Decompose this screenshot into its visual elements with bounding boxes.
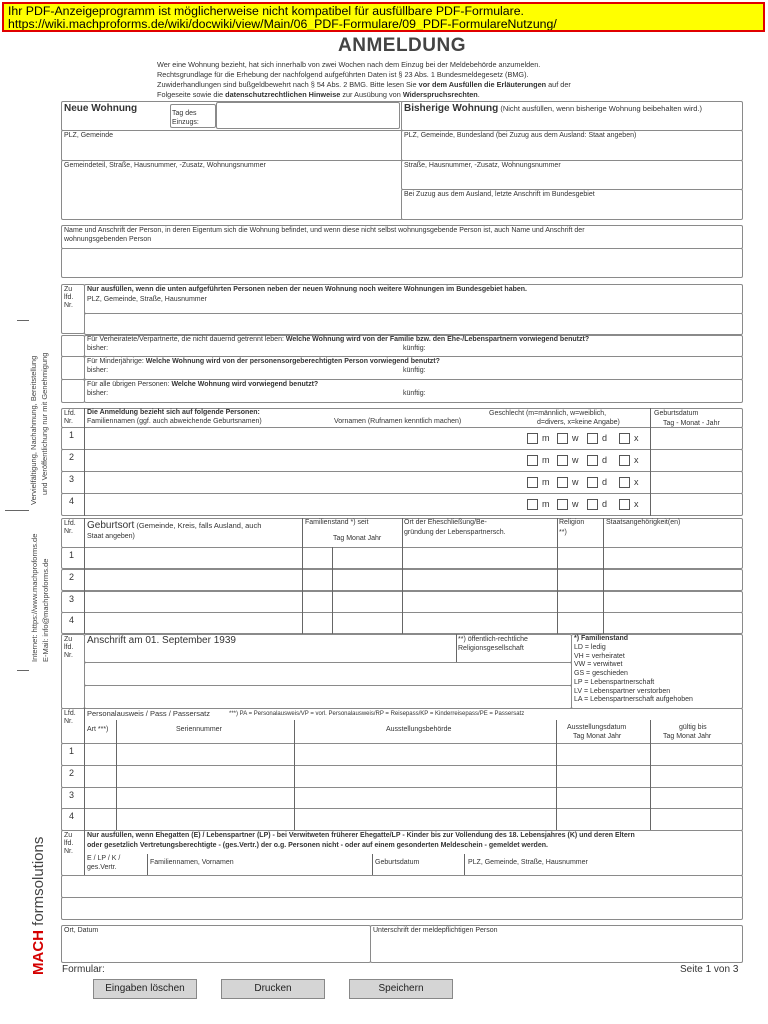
geschlecht-option-label: d <box>602 455 608 465</box>
ort-ehe-header-1: Ort der Eheschließung/Be- <box>404 519 487 526</box>
geschlecht-checkbox[interactable] <box>587 455 598 466</box>
weitere-wohnung-head: Nur ausfüllen, wenn die unten aufgeführten Personen neben der neuen Wohnung noch weitere Wohnungen im Bundesgebiet haben. <box>87 286 527 293</box>
familienstand-legend-item: VH = verheiratet <box>574 652 625 660</box>
personen-head: Die Anmeldung bezieht sich auf folgende Personen: <box>87 409 260 416</box>
col-line <box>556 765 557 788</box>
geburtsort-row-number: 3 <box>69 594 75 604</box>
geschlecht-checkbox[interactable] <box>557 455 568 466</box>
col-line <box>294 787 295 810</box>
familienstand-legend-item: LA = Lebenspartnerschaft aufgehoben <box>574 696 693 704</box>
brand-logo: MACH formsolutions <box>30 836 47 975</box>
sidebar-copyright-1: Vervielfältigung, Nachahmung, Bereitstellung <box>29 355 38 505</box>
lfd-label: Lfd. <box>64 410 76 417</box>
nr-label: Nr. <box>64 652 73 659</box>
geschlecht-checkbox[interactable] <box>557 499 568 510</box>
unterschrift-label: Unterschrift der meldepflichtigen Person <box>373 927 498 934</box>
col-line <box>556 808 557 831</box>
uebrig-kuenftig-label: künftig: <box>403 390 426 397</box>
weitere-wohnung-sub: PLZ, Gemeinde, Straße, Hausnummer <box>87 296 207 303</box>
geschlecht-option-label: x <box>634 499 639 509</box>
ges-vertr-header: ges.Vertr. <box>87 864 117 871</box>
col-line <box>84 449 85 472</box>
col-line <box>84 808 85 831</box>
col-line <box>650 427 651 450</box>
col-line <box>556 787 557 810</box>
anschrift-1939-row-2[interactable] <box>84 662 572 686</box>
familienstand-legend-head: *) Familienstand <box>574 635 629 642</box>
art-header: Art ***) <box>87 726 109 733</box>
col-line <box>557 591 558 613</box>
ausstellungsdatum-header: Ausstellungsdatum <box>567 724 627 731</box>
geschlecht-checkbox[interactable] <box>587 433 598 444</box>
familienstand-legend-item: GS = geschieden <box>574 670 628 678</box>
ausweis-row[interactable] <box>61 808 743 831</box>
zu-label: Zu <box>64 832 73 839</box>
geschlecht-option-label: m <box>542 455 550 465</box>
neue-plz-gemeinde-label: PLZ, Gemeinde <box>64 132 114 139</box>
e-lp-k-header: E / LP / K / <box>87 855 121 862</box>
col-line <box>557 612 558 634</box>
neue-wohnung-label: Neue Wohnung <box>64 103 138 114</box>
ausweis-row[interactable] <box>61 743 743 766</box>
lfd-label: lfd. <box>64 840 74 847</box>
geburtsort-label: Geburtsort (Gemeinde, Kreis, falls Ausland, auch <box>87 520 262 531</box>
verh-kuenftig-label: künftig: <box>403 345 426 352</box>
vornamen-header: Vornamen (Rufnamen kenntlich machen) <box>334 418 462 425</box>
col-line <box>302 547 303 569</box>
col-line <box>294 720 295 744</box>
uebrig-bisher-label: bisher: <box>87 390 109 397</box>
warning-line-1: Ihr PDF-Anzeigeprogramm ist möglicherweise nicht kompatibel für ausfüllbare PDF-Formulare. <box>8 4 524 18</box>
ausweis-row[interactable] <box>61 765 743 788</box>
person-row-number: 4 <box>69 496 75 506</box>
col-line <box>302 612 303 634</box>
ort-ehe-header-2: gründung der Lebenspartnersch. <box>404 529 506 536</box>
sidebar-divider <box>17 320 29 321</box>
familienstand-legend-item: LD = ledig <box>574 644 606 651</box>
geschlecht-option-label: w <box>572 433 579 443</box>
person-row-number: 1 <box>69 430 75 440</box>
bisherige-wohnung-label: Bisherige Wohnung (Nicht ausfüllen, wenn bisherige Wohnung beibehalten wird.) <box>404 103 702 114</box>
einzugsdatum-field[interactable] <box>216 102 400 129</box>
col-line <box>84 518 85 548</box>
col-line <box>556 720 557 744</box>
uebrig-nr-cell[interactable] <box>61 379 85 403</box>
ausweis-head: Personalausweis / Pass / Passersatz <box>87 709 210 718</box>
anschrift-1939-row-3[interactable] <box>84 685 572 709</box>
geschlecht-option-label: m <box>542 477 550 487</box>
col-line <box>84 569 85 591</box>
col-line <box>84 612 85 634</box>
geschlecht-checkbox[interactable] <box>619 499 630 510</box>
col-line <box>402 547 403 569</box>
geschlecht-checkbox[interactable] <box>619 455 630 466</box>
geschlecht-checkbox[interactable] <box>619 477 630 488</box>
col-line <box>650 808 651 831</box>
angehoerige-row-2[interactable] <box>61 897 743 920</box>
religion-note: **) <box>559 529 567 536</box>
angehoerige-head-2: oder gesetzlich Vertretungsberechtigte - (ges.Vertr.) der o.g. Personen nicht - oder auf einem gesonderten Meldeschein - gemeldet werden. <box>87 842 548 849</box>
col-line <box>557 547 558 569</box>
familienstand-header: Familienstand *) seit <box>305 519 369 526</box>
person-row-number: 3 <box>69 474 75 484</box>
col-line <box>456 634 457 663</box>
col-line <box>603 518 604 548</box>
col-line <box>294 808 295 831</box>
col-line <box>84 743 85 766</box>
ausweis-row-number: 2 <box>69 768 75 778</box>
eigentuemer-label-1: Name und Anschrift der Person, in deren Eigentum sich die Wohnung befindet, und wenn diese nicht selbst wohnungsgebende Person ist, auch Name und Anschrift der <box>64 227 585 234</box>
ausweis-note: ***) PA = Personalausweis/VP = vorl. Personalausweis/RP = Reisepass/KP = Kinderreisepass/PE = Passersatz <box>229 711 525 717</box>
geschlecht-header-1: Geschlecht (m=männlich, w=weiblich, <box>489 410 607 417</box>
col-line <box>84 591 85 613</box>
zu-label: Zu <box>64 286 73 293</box>
geschlecht-option-label: x <box>634 455 639 465</box>
neue-strasse-label: Gemeindeteil, Straße, Hausnummer, -Zusatz, Wohnungsnummer <box>64 162 266 169</box>
tag-des-label: Tag des <box>172 110 197 117</box>
col-line <box>332 547 333 569</box>
angehoerige-plz-header: PLZ, Gemeinde, Straße, Hausnummer <box>468 859 588 866</box>
lfd-label: lfd. <box>64 644 74 651</box>
verheiratete-label: Für Verheiratete/Verpartnerte, die nicht dauernd getrennt leben: Welche Wohnung wird von der Familie bzw. den Ehe-/Lebenspartnern vorwiegend benutzt? <box>87 336 590 343</box>
person-row[interactable] <box>61 449 743 472</box>
col-line <box>650 743 651 766</box>
staatsangehoerigkeit-header: Staatsangehörigkeit(en) <box>606 519 681 526</box>
tmj-header: Tag - Monat - Jahr <box>663 420 720 427</box>
col-line <box>302 569 303 591</box>
drucken-button[interactable]: Drucken <box>221 979 325 999</box>
compatibility-warning <box>2 2 765 32</box>
zu-label: Zu <box>64 636 73 643</box>
intro-text: Wer eine Wohnung bezieht, hat sich innerhalb von zwei Wochen nach dem Einzug bei der Meldebehörde anzumelden. Rechtsgrundlage für die Erhebung der nachfolgend aufgeführten Daten ist § 23 Abs. 1 Bundesmeldegesetz (BMG). Zuwiderhandlungen sind bußgeldbewehrt nach § 54 Abs. 2 BMG. Bitte lesen Sie vor dem Ausfüllen die Erläuterungen auf der Folgeseite sowie die datenschutzrechtlichen Hinweise zur Ausübung von Widerspruchsrechten. <box>157 60 571 99</box>
geschlecht-option-label: d <box>602 499 608 509</box>
person-row[interactable] <box>61 427 743 450</box>
geschlecht-option-label: x <box>634 477 639 487</box>
bisherige-strasse-label: Straße, Hausnummer, -Zusatz, Wohnungsnummer <box>404 162 561 169</box>
einzugs-label: Einzugs: <box>172 119 199 126</box>
geschlecht-checkbox[interactable] <box>527 499 538 510</box>
verh-bisher-label: bisher: <box>87 345 109 352</box>
religion-header: Religion <box>559 519 585 526</box>
formular-label: Formular: <box>62 964 105 975</box>
nr-label: Nr. <box>64 848 73 855</box>
col-line <box>557 518 558 548</box>
col-line <box>294 765 295 788</box>
col-line <box>603 569 604 591</box>
nr-label: Nr. <box>64 418 73 425</box>
minder-nr-cell[interactable] <box>61 356 85 380</box>
fam-tmj-header: Tag Monat Jahr <box>333 535 382 542</box>
ort-datum-label: Ort, Datum <box>64 927 99 934</box>
col-line <box>116 743 117 766</box>
col-line <box>556 743 557 766</box>
lfd-label: lfd. <box>64 294 74 301</box>
familienname-header: Familiennamen (ggf. auch abweichende Geburtsnamen) <box>87 418 262 425</box>
geschlecht-checkbox[interactable] <box>587 477 598 488</box>
letzte-anschrift-label: Bei Zuzug aus dem Ausland, letzte Anschrift im Bundesgebiet <box>404 191 595 198</box>
col-line <box>84 765 85 788</box>
geschlecht-option-label: m <box>542 499 550 509</box>
warning-link[interactable]: https://wiki.machproforms.de/wiki/docwiki/view/Main/06_PDF-Formulare/09_PDF-FormulareNutzung/ <box>8 17 557 31</box>
geburtsort-row-number: 1 <box>69 550 75 560</box>
geschlecht-checkbox[interactable] <box>619 433 630 444</box>
col-line <box>116 808 117 831</box>
gueltig-tmj-header: Tag Monat Jahr <box>663 733 712 740</box>
geschlecht-checkbox[interactable] <box>557 433 568 444</box>
ausweis-row-number: 4 <box>69 811 75 821</box>
col-line <box>402 591 403 613</box>
col-line <box>402 518 403 548</box>
sidebar-divider <box>17 670 29 671</box>
ausstellung-tmj-header: Tag Monat Jahr <box>573 733 622 740</box>
geschlecht-option-label: d <box>602 433 608 443</box>
verh-nr-cell[interactable] <box>61 335 85 357</box>
col-line <box>332 612 333 634</box>
col-line <box>603 547 604 569</box>
familienstand-legend-item: VW = verwitwet <box>574 661 623 669</box>
lfd-label: Lfd. <box>64 520 76 527</box>
uebrige-label: Für alle übrigen Personen: Welche Wohnung wird vorwiegend benutzt? <box>87 381 319 388</box>
geschlecht-option-label: m <box>542 433 550 443</box>
geschlecht-checkbox[interactable] <box>527 455 538 466</box>
speichern-button[interactable]: Speichern <box>349 979 453 999</box>
geburtsort-row-number: 4 <box>69 615 75 625</box>
person-row[interactable] <box>61 493 743 516</box>
minderjaehrige-label: Für Minderjährige: Welche Wohnung wird von der personensorgeberechtigten Person vorwiegend benutzt? <box>87 358 440 365</box>
minder-bisher-label: bisher: <box>87 367 109 374</box>
seriennummer-header: Seriennummer <box>176 726 222 733</box>
eigentuemer-label-2: wohnungsgebenden Person <box>64 236 152 243</box>
sidebar-copyright-2: und Veröffentlichung nur mit Genehmigung <box>40 352 49 495</box>
geschlecht-checkbox[interactable] <box>557 477 568 488</box>
col-line <box>302 518 303 548</box>
col-line <box>650 471 651 494</box>
angehoerige-row-1[interactable] <box>61 875 743 898</box>
geburtsdatum-header: Geburtsdatum <box>654 410 699 417</box>
col-line <box>84 471 85 494</box>
person-row-number: 2 <box>69 452 75 462</box>
geschlecht-header-2: d=divers, x=keine Angabe) <box>537 419 620 426</box>
angehoerige-name-header: Familiennamen, Vornamen <box>150 859 234 866</box>
nr-label: Nr. <box>64 302 73 309</box>
staat-label: Staat angeben) <box>87 533 135 540</box>
page-indicator: Seite 1 von 3 <box>680 964 739 975</box>
religionsgesellschaft-label-1: **) öffentlich-rechtliche <box>458 636 528 643</box>
geschlecht-option-label: w <box>572 455 579 465</box>
ausweis-row[interactable] <box>61 787 743 810</box>
ausweis-row-number: 3 <box>69 790 75 800</box>
nr-label: Nr. <box>64 528 73 535</box>
col-line <box>116 787 117 810</box>
col-line <box>557 569 558 591</box>
ort-datum-field[interactable] <box>61 925 371 963</box>
geschlecht-checkbox[interactable] <box>527 433 538 444</box>
eingaben-loeschen-button[interactable]: Eingaben löschen <box>93 979 197 999</box>
col-line <box>603 591 604 613</box>
ausweis-row-number: 1 <box>69 746 75 756</box>
lfd-label: Lfd. <box>64 710 76 717</box>
person-row[interactable] <box>61 471 743 494</box>
col-line <box>650 765 651 788</box>
col-line <box>84 547 85 569</box>
col-line <box>84 493 85 516</box>
geschlecht-checkbox[interactable] <box>527 477 538 488</box>
familienstand-legend-item: LV = Lebenspartner verstorben <box>574 687 671 695</box>
col-line <box>603 612 604 634</box>
col-line <box>294 743 295 766</box>
col-line <box>116 765 117 788</box>
gueltig-bis-header: gültig bis <box>679 724 707 731</box>
ausstellungsbehoerde-header: Ausstellungsbehörde <box>386 726 452 733</box>
anschrift-1939-label: Anschrift am 01. September 1939 <box>87 635 236 646</box>
geschlecht-option-label: w <box>572 477 579 487</box>
geschlecht-option-label: w <box>572 499 579 509</box>
geburtsort-row-number: 2 <box>69 572 75 582</box>
religionsgesellschaft-label-2: Religionsgesellschaft <box>458 645 524 652</box>
page-title: ANMELDUNG <box>338 35 466 56</box>
col-line <box>84 427 85 450</box>
geschlecht-option-label: x <box>634 433 639 443</box>
angehoerige-geburtsdatum-header: Geburtsdatum <box>375 859 420 866</box>
sidebar-divider <box>5 510 29 511</box>
minder-kuenftig-label: künftig: <box>403 367 426 374</box>
col-line <box>332 569 333 591</box>
col-line <box>650 493 651 516</box>
col-line <box>650 720 651 744</box>
col-line <box>650 449 651 472</box>
weitere-wohnung-field[interactable] <box>84 313 743 335</box>
angehoerige-head-1: Nur ausfüllen, wenn Ehegatten (E) / Lebenspartner (LP) - bei Verwitweten früherer Ehegatte/LP - Kinder bis zur Vollendung des 18. Lebensjahres (K) und deren Eltern <box>87 832 635 839</box>
col-line <box>402 612 403 634</box>
sidebar-internet: Internet: https://www.machproforms.de <box>30 533 39 662</box>
familienstand-legend-item: LP = Lebenspartnerschaft <box>574 678 655 686</box>
bisherige-plz-label: PLZ, Gemeinde, Bundesland (bei Zuzug aus dem Ausland: Staat angeben) <box>404 132 637 139</box>
geschlecht-checkbox[interactable] <box>587 499 598 510</box>
col-line <box>332 591 333 613</box>
geschlecht-option-label: d <box>602 477 608 487</box>
sidebar-email: E-Mail: info@machproforms.de <box>41 558 50 662</box>
col-line <box>84 787 85 810</box>
col-line <box>116 720 117 744</box>
nr-label: Nr. <box>64 718 73 725</box>
col-line <box>402 569 403 591</box>
col-line <box>302 591 303 613</box>
eigentuemer-field[interactable] <box>61 248 743 278</box>
col-line <box>650 787 651 810</box>
